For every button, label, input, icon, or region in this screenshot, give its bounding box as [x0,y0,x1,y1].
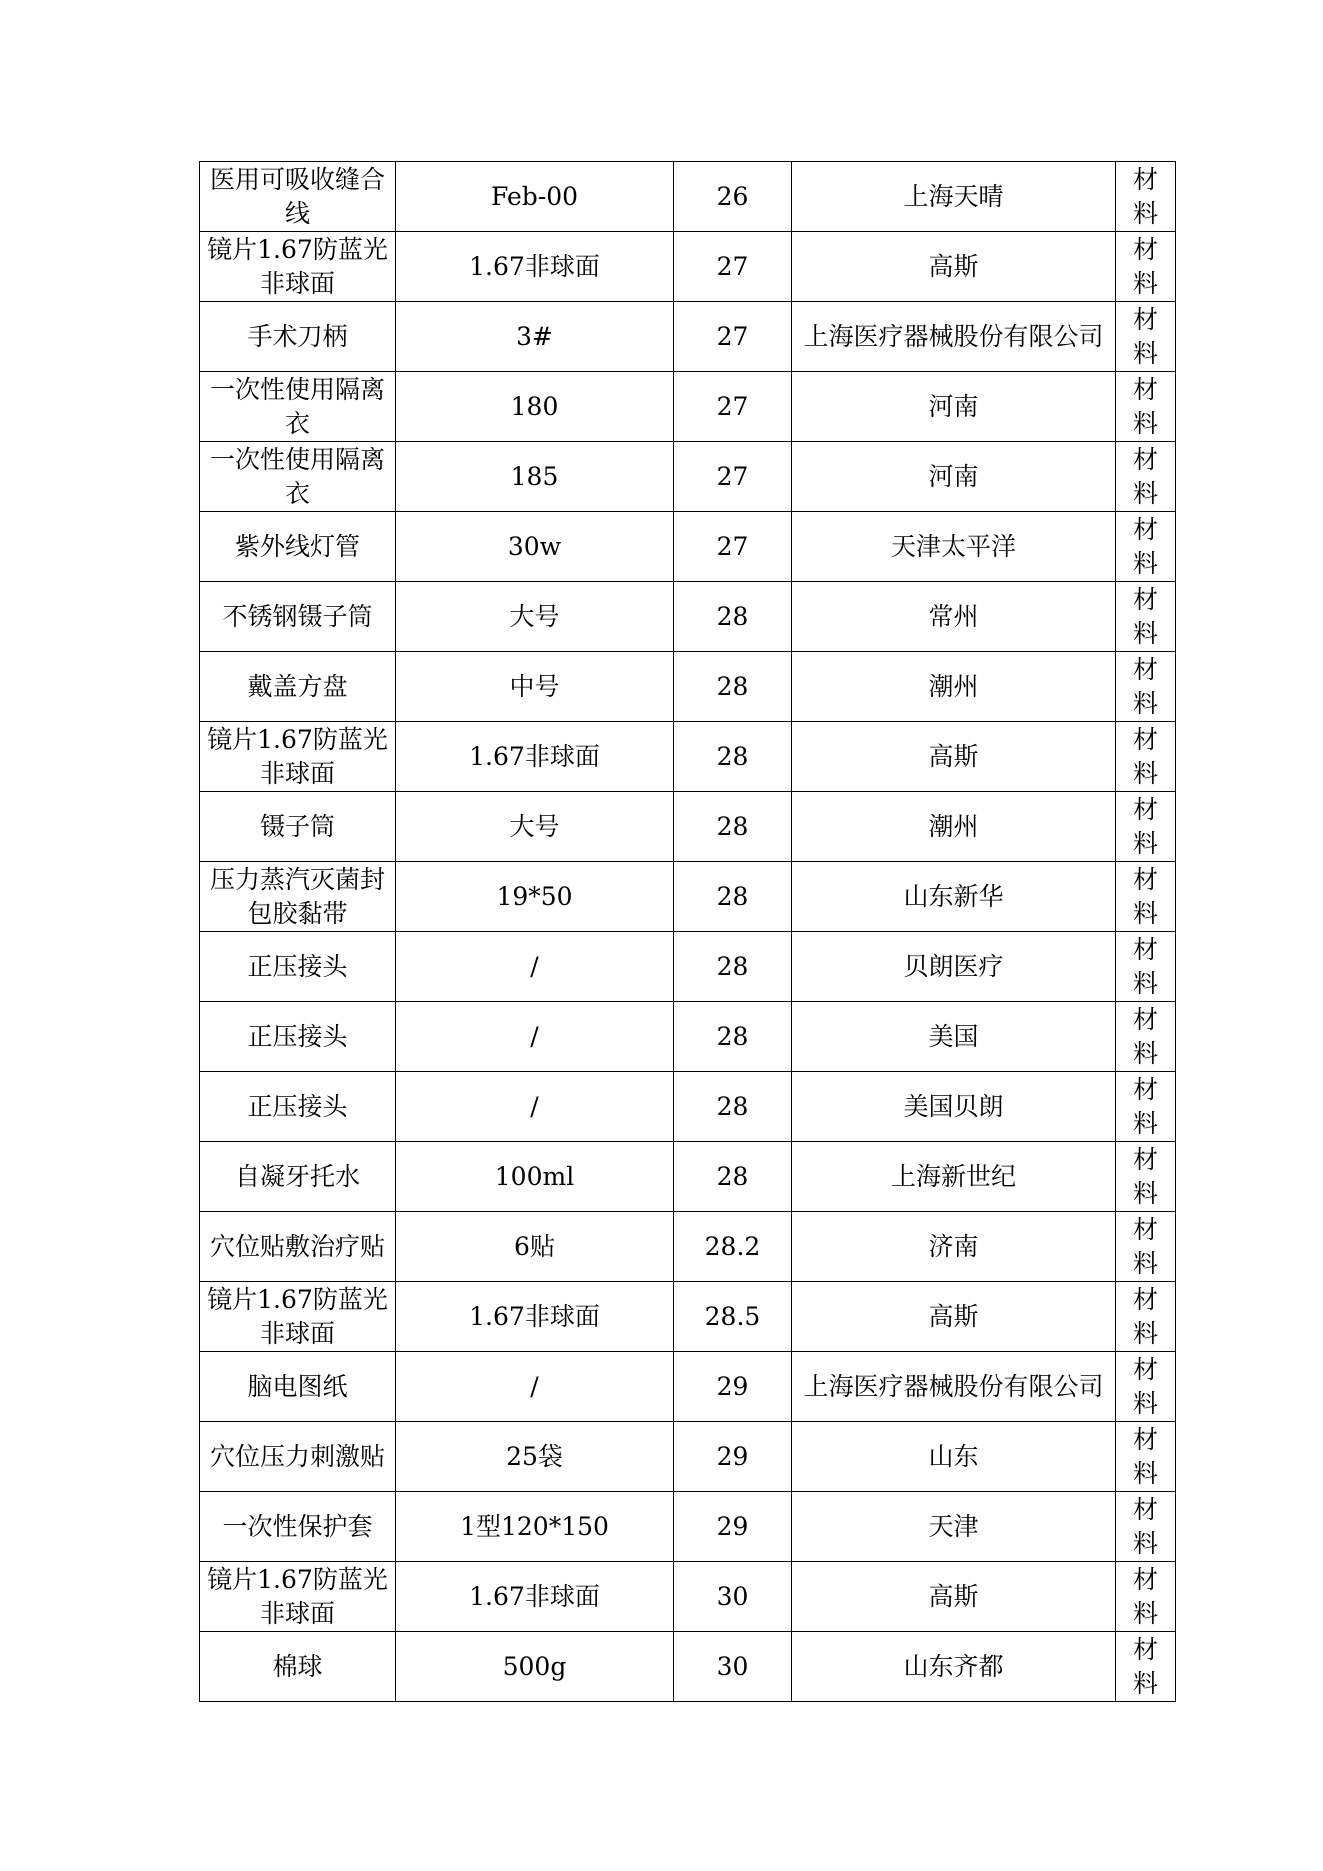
item-category-text: 材料 [1132,1284,1158,1348]
item-maker-cell: 天津 [792,1492,1116,1562]
item-spec-cell: Feb-00 [396,162,674,232]
item-name-cell: 镜片1.67防蓝光非球面 [200,1282,396,1352]
item-maker-cell: 山东齐都 [792,1632,1116,1702]
item-category-cell [1116,1142,1176,1212]
table-row [200,1422,1176,1492]
item-category-cell [1116,302,1176,372]
item-category-cell [1116,1282,1176,1352]
item-spec-cell: 1.67非球面 [396,1282,674,1352]
item-spec-cell: 大号 [396,792,674,862]
item-name-cell: 自凝牙托水 [200,1142,396,1212]
item-name-cell: 穴位压力刺激贴 [200,1422,396,1492]
item-spec-cell: / [396,1072,674,1142]
item-name-cell: 一次性保护套 [200,1492,396,1562]
item-name-cell: 手术刀柄 [200,302,396,372]
item-maker-cell: 河南 [792,372,1116,442]
table-row [200,932,1176,1002]
item-category-text: 材料 [1132,1494,1158,1558]
item-maker-cell: 上海新世纪 [792,1142,1116,1212]
item-price-cell: 27 [674,512,792,582]
item-spec-cell: 30w [396,512,674,582]
item-category-cell [1116,162,1176,232]
item-price-cell: 27 [674,232,792,302]
item-category-text: 材料 [1132,1564,1158,1628]
item-category-cell [1116,862,1176,932]
materials-table [199,161,1176,1702]
item-name-cell: 正压接头 [200,932,396,1002]
item-maker-cell: 贝朗医疗 [792,932,1116,1002]
item-maker-cell: 上海天晴 [792,162,1116,232]
table-row [200,512,1176,582]
item-name-cell: 医用可吸收缝合线 [200,162,396,232]
item-name-cell: 镊子筒 [200,792,396,862]
item-price-cell: 29 [674,1492,792,1562]
item-spec-cell: / [396,1352,674,1422]
item-category-cell [1116,1072,1176,1142]
item-maker-cell: 高斯 [792,232,1116,302]
item-spec-cell: 中号 [396,652,674,722]
item-maker-cell: 潮州 [792,652,1116,722]
item-spec-cell: 1.67非球面 [396,232,674,302]
item-maker-cell: 常州 [792,582,1116,652]
item-spec-cell: 100ml [396,1142,674,1212]
item-name-cell: 镜片1.67防蓝光非球面 [200,722,396,792]
item-price-cell: 28 [674,1142,792,1212]
table-row [200,162,1176,232]
table-row [200,862,1176,932]
item-maker-cell: 天津太平洋 [792,512,1116,582]
item-category-text: 材料 [1132,1354,1158,1418]
item-maker-cell: 济南 [792,1212,1116,1282]
item-maker-cell: 上海医疗器械股份有限公司 [792,302,1116,372]
item-category-text: 材料 [1132,1144,1158,1208]
item-category-text: 材料 [1132,374,1158,438]
table-row [200,722,1176,792]
item-category-cell [1116,442,1176,512]
item-spec-cell: / [396,932,674,1002]
table-row [200,372,1176,442]
item-price-cell: 28 [674,652,792,722]
table-row [200,1632,1176,1702]
table-row [200,232,1176,302]
item-category-cell [1116,232,1176,302]
item-spec-cell: 19*50 [396,862,674,932]
table-row [200,1492,1176,1562]
item-category-text: 材料 [1132,794,1158,858]
item-spec-cell: 1.67非球面 [396,1562,674,1632]
item-name-cell: 正压接头 [200,1002,396,1072]
item-category-cell [1116,1002,1176,1072]
item-price-cell: 28 [674,722,792,792]
item-name-cell: 一次性使用隔离衣 [200,442,396,512]
table-row [200,302,1176,372]
item-name-cell: 棉球 [200,1632,396,1702]
item-spec-cell: 1型120*150 [396,1492,674,1562]
item-price-cell: 28 [674,792,792,862]
item-category-cell [1116,932,1176,1002]
item-category-text: 材料 [1132,514,1158,578]
item-price-cell: 30 [674,1562,792,1632]
item-spec-cell: 180 [396,372,674,442]
item-category-cell [1116,652,1176,722]
item-spec-cell: 3# [396,302,674,372]
item-category-text: 材料 [1132,1424,1158,1488]
table-row [200,1282,1176,1352]
item-maker-cell: 高斯 [792,1282,1116,1352]
item-spec-cell: 500g [396,1632,674,1702]
item-spec-cell: 25袋 [396,1422,674,1492]
item-spec-cell: 6贴 [396,1212,674,1282]
item-price-cell: 28 [674,1002,792,1072]
item-maker-cell: 美国 [792,1002,1116,1072]
item-price-cell: 30 [674,1632,792,1702]
item-category-cell [1116,722,1176,792]
item-name-cell: 一次性使用隔离衣 [200,372,396,442]
item-name-cell: 压力蒸汽灭菌封包胶黏带 [200,862,396,932]
item-category-text: 材料 [1132,1004,1158,1068]
materials-table-body [200,162,1176,1702]
item-price-cell: 27 [674,302,792,372]
item-category-cell [1116,1632,1176,1702]
item-spec-cell: 185 [396,442,674,512]
item-maker-cell: 山东新华 [792,862,1116,932]
item-name-cell: 正压接头 [200,1072,396,1142]
item-price-cell: 28 [674,1072,792,1142]
item-price-cell: 29 [674,1352,792,1422]
item-name-cell: 穴位贴敷治疗贴 [200,1212,396,1282]
item-category-cell [1116,1492,1176,1562]
item-name-cell: 镜片1.67防蓝光非球面 [200,1562,396,1632]
item-category-cell [1116,372,1176,442]
item-maker-cell: 美国贝朗 [792,1072,1116,1142]
item-category-text: 材料 [1132,724,1158,788]
item-name-cell: 镜片1.67防蓝光非球面 [200,232,396,302]
item-category-cell [1116,512,1176,582]
item-name-cell: 戴盖方盘 [200,652,396,722]
item-category-text: 材料 [1132,864,1158,928]
item-category-text: 材料 [1132,654,1158,718]
item-category-text: 材料 [1132,934,1158,998]
item-maker-cell: 山东 [792,1422,1116,1492]
item-price-cell: 28.2 [674,1212,792,1282]
item-spec-cell: 大号 [396,582,674,652]
item-category-cell [1116,1212,1176,1282]
table-row [200,442,1176,512]
table-row [200,1142,1176,1212]
item-category-text: 材料 [1132,164,1158,228]
item-category-cell [1116,1562,1176,1632]
table-row [200,1002,1176,1072]
item-category-text: 材料 [1132,304,1158,368]
item-price-cell: 27 [674,442,792,512]
table-row [200,792,1176,862]
item-maker-cell: 上海医疗器械股份有限公司 [792,1352,1116,1422]
table-row [200,582,1176,652]
item-category-text: 材料 [1132,584,1158,648]
item-price-cell: 26 [674,162,792,232]
item-category-text: 材料 [1132,444,1158,508]
item-maker-cell: 高斯 [792,722,1116,792]
item-spec-cell: 1.67非球面 [396,722,674,792]
item-maker-cell: 潮州 [792,792,1116,862]
item-category-text: 材料 [1132,1634,1158,1698]
item-category-text: 材料 [1132,1214,1158,1278]
item-price-cell: 28 [674,932,792,1002]
item-category-cell [1116,1422,1176,1492]
item-name-cell: 不锈钢镊子筒 [200,582,396,652]
item-maker-cell: 高斯 [792,1562,1116,1632]
item-category-text: 材料 [1132,234,1158,298]
item-category-cell [1116,1352,1176,1422]
table-row [200,1352,1176,1422]
item-price-cell: 28 [674,862,792,932]
item-name-cell: 紫外线灯管 [200,512,396,582]
item-price-cell: 29 [674,1422,792,1492]
item-category-cell [1116,792,1176,862]
item-price-cell: 28 [674,582,792,652]
table-row [200,1072,1176,1142]
item-name-cell: 脑电图纸 [200,1352,396,1422]
item-category-text: 材料 [1132,1074,1158,1138]
item-maker-cell: 河南 [792,442,1116,512]
item-spec-cell: / [396,1002,674,1072]
item-category-cell [1116,582,1176,652]
item-price-cell: 27 [674,372,792,442]
table-row [200,1212,1176,1282]
table-row [200,652,1176,722]
item-price-cell: 28.5 [674,1282,792,1352]
table-row [200,1562,1176,1632]
